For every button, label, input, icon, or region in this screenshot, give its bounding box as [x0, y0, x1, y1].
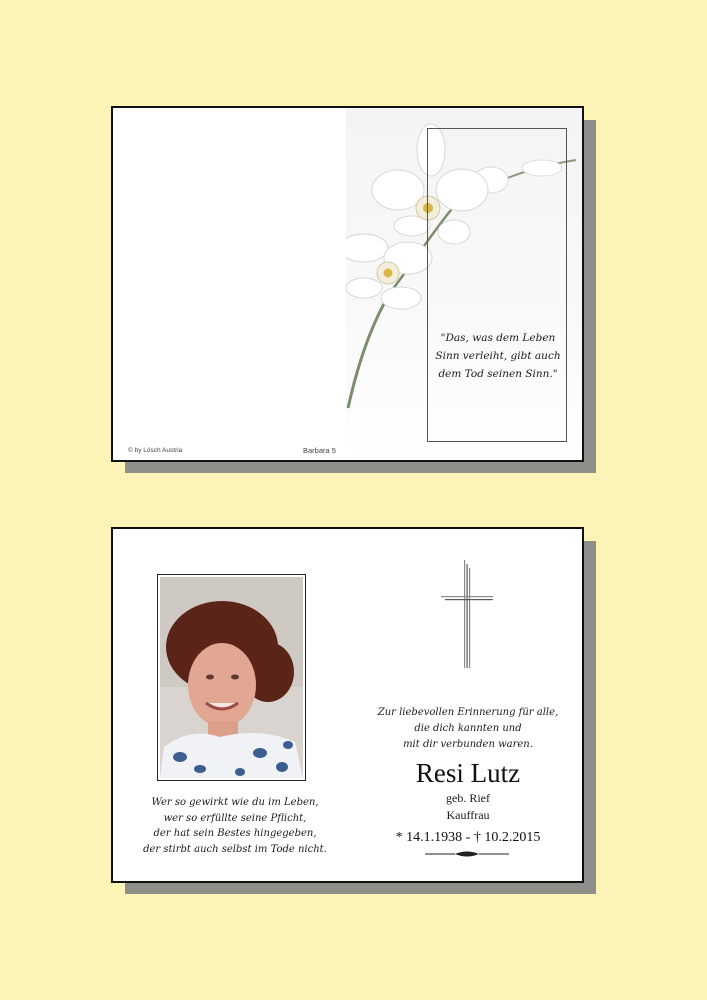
copyright-text: © by Lösch Austria: [128, 447, 183, 454]
poem-line: der stirbt auch selbst im Tode nicht.: [143, 843, 327, 855]
dedication-line: Zur liebevollen Erinnerung für alle,: [377, 707, 559, 718]
quote-line: Sinn verleiht, gibt auch: [435, 350, 561, 362]
occupation: Kauffrau: [446, 808, 490, 822]
poem-line: Wer so gewirkt wie du im Leben,: [151, 797, 319, 808]
portrait-photo: [160, 577, 303, 778]
life-dates: * 14.1.1938 - † 10.2.2015: [395, 830, 541, 845]
photo-frame: [157, 574, 306, 781]
dedication-line: mit dir verbunden waren.: [403, 739, 533, 750]
dedication-line: die dich kannten und: [414, 723, 522, 734]
quote-line: "Das, was dem Leben: [440, 332, 556, 344]
deceased-name: Resi Lutz: [415, 758, 521, 788]
poem-line: der hat sein Bestes hingegeben,: [153, 828, 317, 839]
ornament-divider-icon: [425, 850, 509, 858]
dedication: [368, 705, 568, 753]
inside-card: [111, 527, 584, 883]
quote-text: [431, 329, 565, 383]
quote-line: dem Tod seinen Sinn.": [438, 368, 558, 380]
poem: [135, 795, 335, 857]
front-card: [111, 106, 584, 462]
poem-line: wer so erfüllte seine Pflicht,: [163, 812, 307, 824]
quote-frame: [427, 128, 567, 442]
maiden-name: geb. Rief: [446, 791, 490, 805]
cross-icon: [437, 560, 497, 672]
model-name: Barbara 5: [303, 446, 336, 455]
